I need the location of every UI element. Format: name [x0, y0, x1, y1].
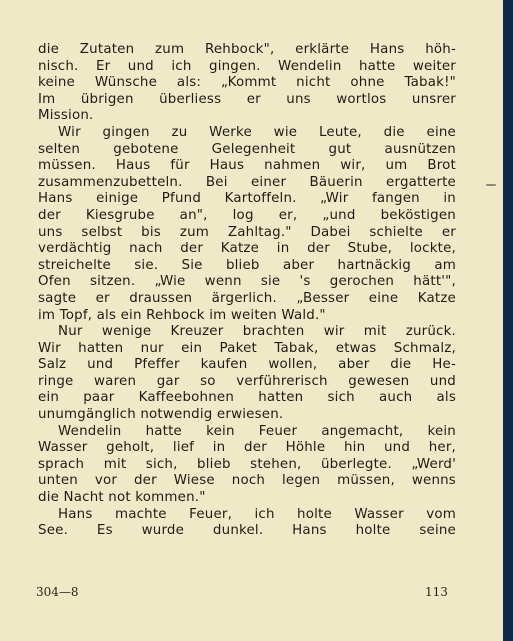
text-line: ringe waren gar so verführerisch gewesen und [38, 373, 456, 389]
text-line: Mission. [38, 108, 94, 124]
printer-signature: 304—8 [36, 585, 79, 599]
text-line: Wir hatten nur ein Paket Tabak, etwas Schmalz, [38, 340, 456, 356]
text-line: keine Wünsche als: „Kommt nicht ohne Tabak!" [38, 75, 456, 91]
text-line: sprach mit sich, blieb stehen, überlegte. „Werd' [38, 456, 456, 472]
text-line: sagte er draussen ärgerlich. „Besser eine Katze [38, 290, 456, 306]
text-line: im Topf, als ein Rehbock im weiten Wald." [38, 307, 326, 323]
text-line: uns selbst bis zum Zahltag." Dabei schielte er [38, 224, 456, 240]
paper-speck [486, 184, 496, 186]
text-line: Hans machte Feuer, ich holte Wasser vom [58, 506, 456, 522]
text-line: ein paar Kaffeebohnen hatten sich auch als [38, 390, 456, 406]
text-line: Wasser geholt, lief in der Höhle hin und her, [38, 440, 456, 456]
text-line: die Nacht not kommen." [38, 490, 206, 506]
text-line: Wir gingen zu Werke wie Leute, die eine [58, 124, 456, 140]
text-line: die Zutaten zum Rehbock", erklärte Hans höh- [38, 42, 456, 57]
text-line: müssen. Haus für Haus nahmen wir, um Brot [38, 158, 456, 174]
body-text [38, 42, 456, 540]
text-line: Im übrigen überliess er uns wortlos unsrer [38, 91, 456, 107]
text-line: streichelte sie. Sie blieb aber hartnäckig am [38, 257, 456, 273]
text-line: unumgänglich notwendig erwiesen. [38, 407, 284, 423]
text-line: nisch. Er und ich gingen. Wendelin hatte weiter [38, 58, 456, 74]
scan-edge [503, 0, 513, 641]
text-line: der Kiesgrube an", log er, „und beköstigen [38, 207, 456, 223]
page-number: 113 [425, 585, 448, 599]
text-line: zusammenzubetteln. Bei einer Bäuerin ergatterte [38, 174, 456, 190]
text-line: verdächtig nach der Katze in der Stube, lockte, [38, 241, 456, 257]
text-line: Hans einige Pfund Kartoffeln. „Wir fangen in [38, 191, 456, 207]
text-line: Salz und Pfeffer kaufen wollen, aber die He- [38, 357, 456, 373]
text-line: selten gebotene Gelegenheit gut ausnützen [38, 141, 456, 157]
text-line: Ofen sitzen. „Wie wenn sie 's gerochen hätt'", [38, 274, 456, 290]
text-line: unten vor der Wiese noch legen müssen, wenns [38, 473, 456, 489]
text-line: Nur wenige Kreuzer brachten wir mit zurück. [58, 324, 456, 340]
text-line: Wendelin hatte kein Feuer angemacht, kein [58, 423, 456, 439]
text-line: See. Es wurde dunkel. Hans holte seine [38, 523, 456, 539]
